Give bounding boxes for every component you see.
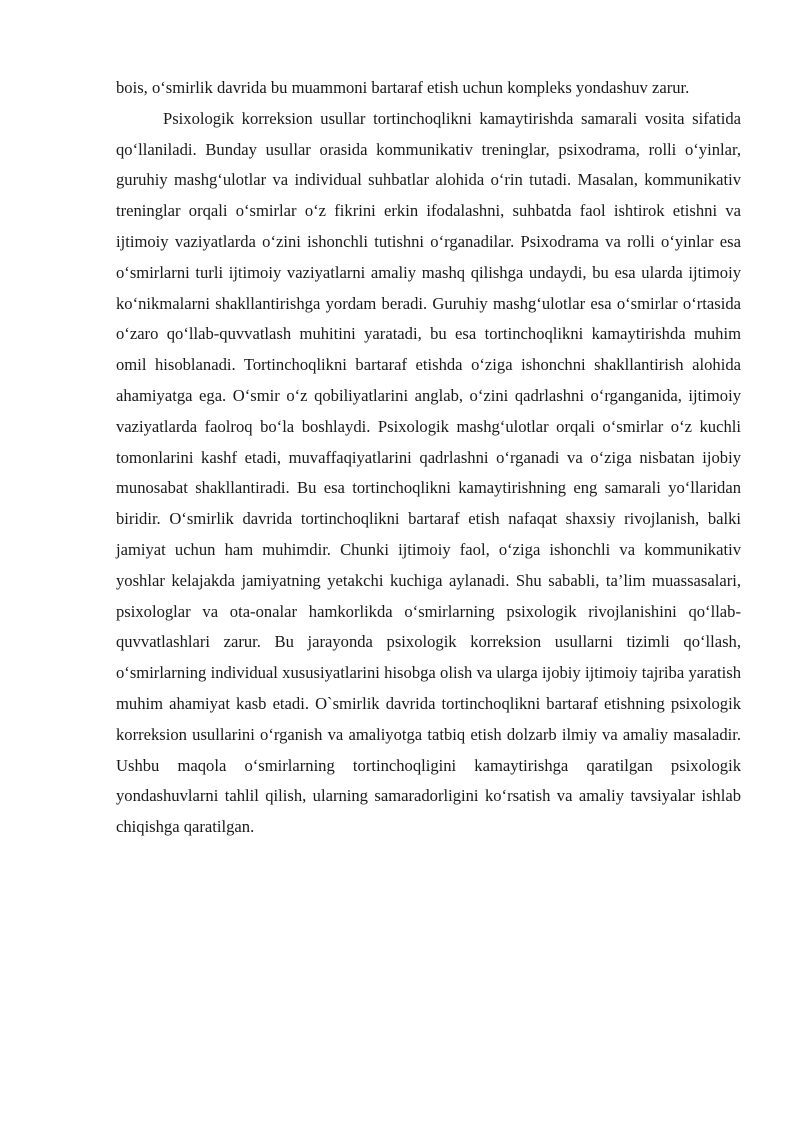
paragraph-continuation: bois, o‘smirlik davrida bu muammoni bartaraf etish uchun kompleks yondashuv zarur. <box>116 78 690 97</box>
paragraph-body: Psixologik korreksion usullar tortinchoqlikni kamaytirishda samarali vosita sifatida qo‘llaniladi. Bunday usullar orasida kommunikativ treninglar, psixodrama, rolli o‘yinlar, guruhiy mashg‘ulotlar va individual suhbatlar alohida o‘rin tutadi. Masalan, kommunikativ treninglar orqali o‘smirlar o‘z fikrini erkin ifodalashni, suhbatda faol ishtirok etishni va ijtimoiy vaziyatlarda o‘zini ishonchli tutishni o‘rganadilar. Psixodrama va rolli o‘yinlar esa o‘smirlarni turli ijtimoiy vaziyatlarni amaliy mashq qilishga undaydi, bu esa ularda ijtimoiy ko‘nikmalarni shakllantirishga yordam beradi. Guruhiy mashg‘ulotlar esa o‘smirlar o‘rtasida o‘zaro qo‘llab-quvvatlash muhitini yaratadi, bu esa tortinchoqlikni kamaytirishda muhim omil hisoblanadi. Tortinchoqlikni bartaraf etishda o‘ziga ishonchni shakllantirish alohida ahamiyatga ega. O‘smir o‘z qobiliyatlarini anglab, o‘zini qadrlashni o‘rganganida, ijtimoiy vaziyatlarda faolroq bo‘la boshlaydi. Psixologik mashg‘ulotlar orqali o‘smirlar o‘z kuchli tomonlarini kashf etadi, muvaffaqiyatlarini qadrlashni o‘rganadi va o‘ziga nisbatan ijobiy munosabat shakllantiradi. Bu esa tortinchoqlikni kamaytirishning eng samarali yo‘llaridan biridir. O‘smirlik davrida tortinchoqlikni bartaraf etish nafaqat shaxsiy rivojlanish, balki jamiyat uchun ham muhimdir. Chunki ijtimoiy faol, o‘ziga ishonchli va kommunikativ yoshlar kelajakda jamiyatning yetakchi kuchiga aylanadi. Shu sababli, ta’lim muassasalari, psixologlar va ota-onalar hamkorlikda o‘smirlarning psixologik rivojlanishini qo‘llab-quvvatlashlari zarur. Bu jarayonda psixologik korreksion usullarni tizimli qo‘llash, o‘smirlarning individual xususiyatlarini hisobga olish va ularga ijobiy ijtimoiy tajriba yaratish muhim ahamiyat kasb etadi. O`smirlik davrida tortinchoqlikni bartaraf etishning psixologik korreksion usullarini o‘rganish va amaliyotga tatbiq etish dolzarb ilmiy va amaliy masaladir. Ushbu maqola o‘smirlarning tortinchoqligini kamaytirishga qaratilgan psixologik yondashuvlarni tahlil qilish, ularning samaradorligini ko‘rsatish va amaliy tavsiyalar ishlab chiqishga qaratilgan. <box>116 108 741 837</box>
document-page <box>116 73 741 843</box>
